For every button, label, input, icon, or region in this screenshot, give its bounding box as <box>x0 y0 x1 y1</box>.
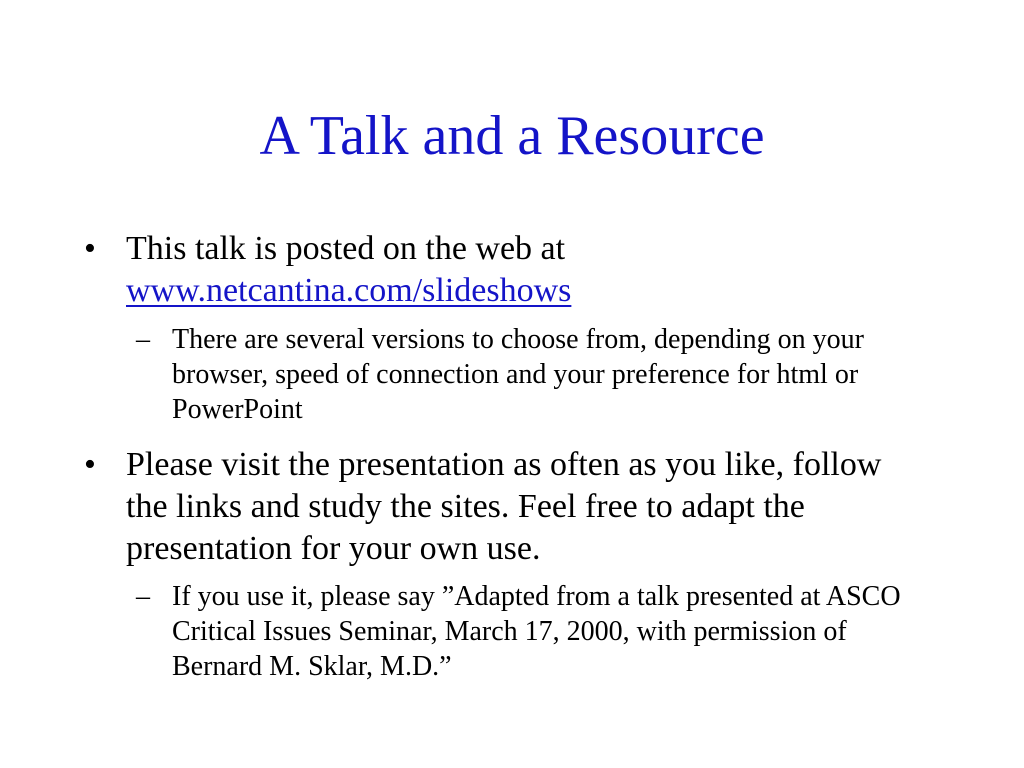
bullet-text: Please visit the presentation as often as you like, follow the links and study the sites. Feel free to adapt the presentation for your own use. <box>126 446 882 567</box>
slide-title: A Talk and a Resource <box>259 105 765 167</box>
sub-bullet-item <box>136 322 942 427</box>
sub-bullet-text: If you use it, please say ”Adapted from a talk presented at ASCO Critical Issues Seminar, March 17, 2000, with permission of Bernard M. Sklar, M.D.” <box>172 581 901 682</box>
bullet-item <box>84 444 916 570</box>
bullet-marker: • <box>84 230 96 267</box>
bullet-marker: • <box>84 446 96 483</box>
sub-bullet-text: There are several versions to choose from, depending on your browser, speed of connection and your preference for html or PowerPoint <box>172 324 864 425</box>
sub-bullet-item <box>136 579 942 684</box>
bullet-text: This talk is posted on the web at <box>126 230 566 267</box>
dash-marker: – <box>136 581 150 612</box>
slideshows-link[interactable]: www.netcantina.com/slideshows <box>126 272 572 309</box>
dash-marker: – <box>136 324 150 355</box>
bullet-item <box>84 228 916 312</box>
